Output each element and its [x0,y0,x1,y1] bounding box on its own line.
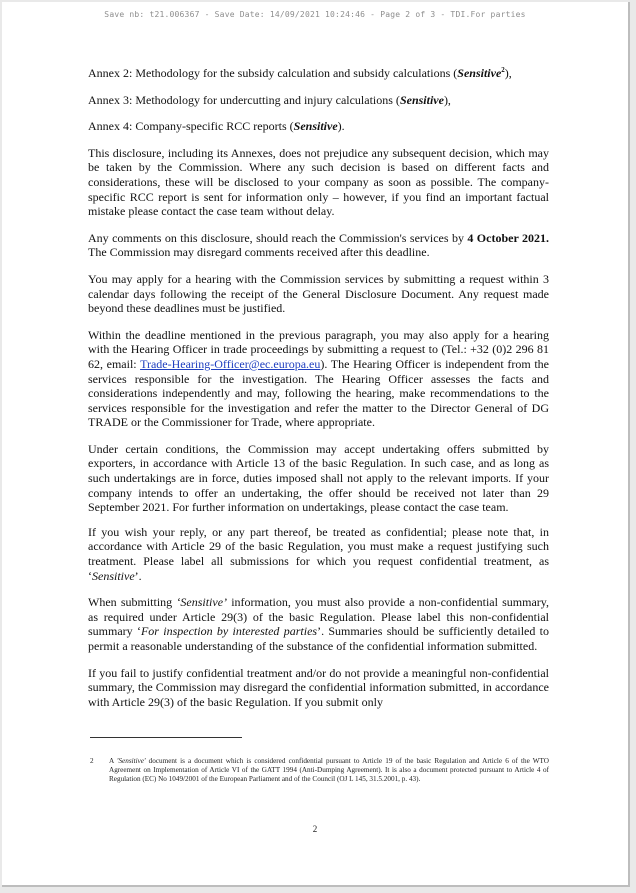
document-body [88,66,549,709]
document-page [2,2,630,887]
hearing-officer-email-link[interactable]: Trade-Hearing-Officer@ec.europa.eu [140,356,321,371]
annex-4-line: Annex 4: Company-specific RCC reports (Sensitive). [88,119,345,134]
save-watermark: Save nb: t21.006367 - Save Date: 14/09/2021 10:24:46 - Page 2 of 3 - TDI.For parties [104,10,526,19]
disclosure-paragraph: This disclosure, including its Annexes, does not prejudice any subsequent decision, which may be taken by the Commission. Where any such decision is based on different facts and considerations, these will be disclosed to your company as soon as possible. The company-specific RCC report is sent for information only – however, if you find an important factual mistake please contact the case team without delay. [88,145,549,219]
sensitive-label: Sensitive [457,66,502,80]
sensitive-label: Sensitive [399,92,444,107]
footnote [90,757,549,785]
footnote-text: A 'Sensitive' document is a document which is considered confidential pursuant to Article 19 of the basic Regulation and Article 6 of the WTO Agreement on Implementation of Article VI of the GATT 1994 (Anti-Dumping Agreement). It is also a document protected pursuant to Article 4 of Regulation (EC) No 1049/2001 of the European Parliament and of the Council (OJ L 145, 31.5.2001, p. 43). [109,757,549,784]
footnote-divider [90,737,242,738]
comments-paragraph: Any comments on this disclosure, should reach the Commission's services by 4 October 2021. The Commission may disregard comments received after this deadline. [88,230,549,260]
footnote-ref: 2 [501,66,505,74]
undertakings-paragraph: Under certain conditions, the Commission may accept undertaking offers submitted by exporters, in accordance with Article 13 of the basic Regulation. In such case, and as long as such undertakings are in force, duties imposed shall not apply to the relevant imports. If your company intends to offer an undertaking, the offer should be received not later than 29 September 2021. For further information on undertakings, please contact the case team. [88,441,549,515]
annex-2-line: Annex 2: Methodology for the subsidy calculation and subsidy calculations (Sensitive$^2$), [88,66,512,80]
comments-deadline: 4 October 2021. [467,230,549,245]
sensitive-label: Sensitive [293,119,338,134]
footnote-number: 2 [90,757,94,765]
fail-paragraph: If you fail to justify confidential treatment and/or do not provide a meaningful non-confidential summary, the Commission may disregard the confidential information submitted, in accordance with Article 29(3) of the basic Regulation. If you submit only [88,665,549,709]
hearing-request-paragraph: You may apply for a hearing with the Commission services by submitting a request within 3 calendar days following the receipt of the General Disclosure Document. Any request made beyond these deadlines must be justified. [88,271,549,316]
page-number: 2 [312,824,318,834]
annex-3-line: Annex 3: Methodology for undercutting and injury calculations (Sensitive), [88,92,451,107]
summary-paragraph: When submitting ‘Sensitive’ information, you must also provide a non-confidential summary, as required under Article 29(3) of the basic Regulation. Please label this non-confidential summary ‘For inspection by interested parties’. Summaries should be sufficiently detailed to permit a reasonable understanding of the substance of the confidential information submitted. [88,595,550,653]
hearing-officer-paragraph: Within the deadline mentioned in the previous paragraph, you may also apply for a hearing with the Hearing Officer in trade proceedings by submitting a request to (Tel.: +32 (0)2 296 81 62, email: Trade-Hearing-Officer@ec.europa.eu). The Hearing Officer is independent from the services responsible for the investigation. The Hearing Officer assesses the facts and considerations independently and may, following the hearing, make recommendations to the services responsible for the investigation and refer the matter to the Director General of DG TRADE or the Commissioner for Trade, where appropriate. [88,327,549,430]
confidential-paragraph: If you wish your reply, or any part thereof, be treated as confidential; please note that, in accordance with Article 29 of the basic Regulation, you must make a request justifying such treatment. Please label all submissions for which you request confidential treatment, as ‘Sensitive’. [88,524,549,583]
